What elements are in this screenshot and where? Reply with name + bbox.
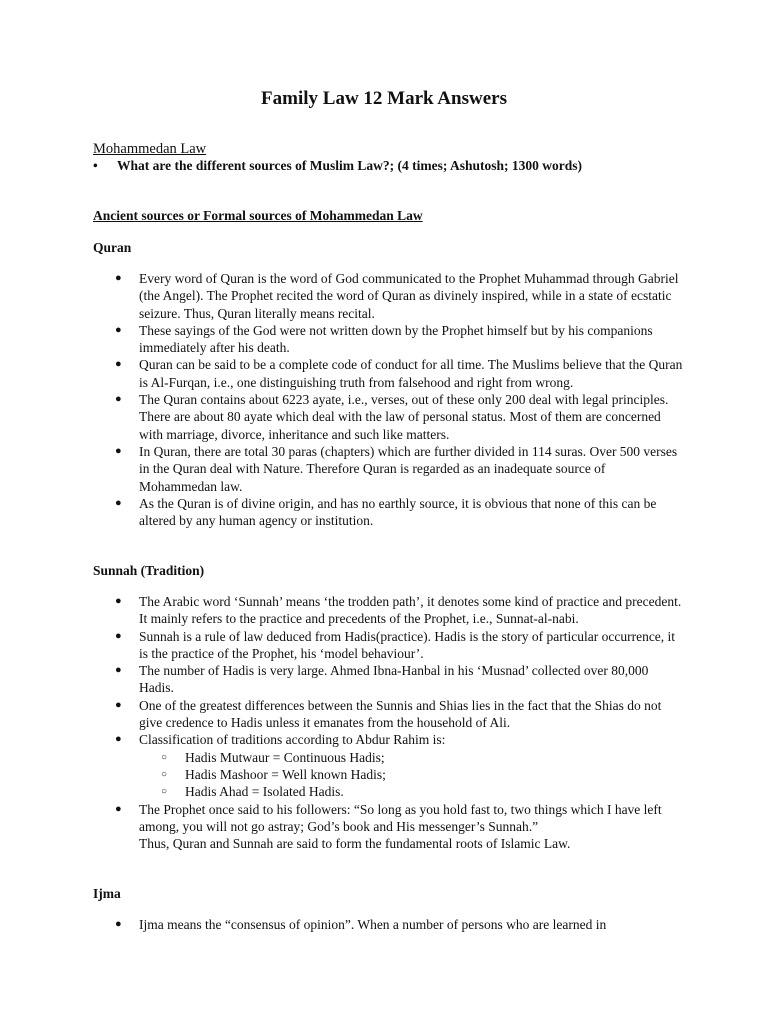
list-item: ● In Quran, there are total 30 paras (chapters) which are further divided in 114 suras. Over 500 verses in the Quran deal with Nature. Therefore Quran is regarded as an inadequate source of Mohammedan law. <box>115 443 678 494</box>
list-item: ● The Quran contains about 6223 ayate, i.e., verses, out of these only 200 deal with legal principles. There are about 80 ayate which deal with the law of personal status. Most of them are concerned with marriage, divorce, inheritance and such like matters. <box>115 392 669 442</box>
section-label: Mohammedan Law <box>93 141 207 157</box>
bullet-icon: ● <box>115 802 122 815</box>
list-item: ● One of the greatest differences between the Sunnis and Shias lies in the fact that the Shias do not give credence to Hadis unless it emanates from the household of Ali. <box>115 697 662 731</box>
list-item: ● Ijma means the “consensus of opinion”. When a number of persons who are learned in <box>115 917 607 932</box>
closing-line: Thus, Quran and Sunnah are said to form the fundamental roots of Islamic Law. <box>139 836 571 852</box>
heading-sunnah: Sunnah (Tradition) <box>93 563 205 578</box>
bullet-icon: ● <box>115 664 122 677</box>
bullet-icon: ● <box>115 698 122 711</box>
list-item: ● These sayings of the God were not written down by the Prophet himself but by his companions immediately after his death. <box>115 322 653 356</box>
heading-ijma: Ijma <box>93 886 121 901</box>
sub-list-item: ○ Hadis Mutwaur = Continuous Hadis; <box>161 749 385 765</box>
subheading: Ancient sources or Formal sources of Mohammedan Law <box>93 208 423 223</box>
bullet-icon: ● <box>115 444 122 457</box>
question-line <box>93 158 693 174</box>
list-item: ● Every word of Quran is the word of God communicated to the Prophet Muhammad through Gabriel (the Angel). The Prophet recited the word of Quran as divinely inspired, while in a state of ecstatic seizure. Thus, Quran literally means recital. <box>115 271 679 321</box>
list-item: ● Sunnah is a rule of law deduced from Hadis(practice). Hadis is the story of particular occurrence, it is the practice of the Prophet, his ‘model behaviour’. <box>115 628 676 661</box>
list-item: ● The number of Hadis is very large. Ahmed Ibna-Hanbal in his ‘Musnad’ collected over 80,000 Hadis. <box>115 663 649 696</box>
classification-sub-list <box>139 749 683 801</box>
list-item: ● Classification of traditions according to Abdur Rahim is: ○ Hadis Mutwaur = Continuous Hadis; ○ Hadis Mashoor = Well known Hadis; ○ Hadis Ahad = Isolated Hadis. <box>93 731 683 800</box>
bullet-icon: ● <box>115 496 122 509</box>
document-title: Family Law 12 Mark Answers <box>261 88 507 109</box>
circle-bullet-icon: ○ <box>161 786 168 798</box>
quran-bullet-list <box>93 270 683 529</box>
bullet-icon: ● <box>115 733 122 746</box>
circle-bullet-icon: ○ <box>161 768 168 780</box>
bullet-icon: ● <box>115 272 122 284</box>
sub-list-item: ○ Hadis Mashoor = Well known Hadis; <box>161 766 386 782</box>
bullet-icon: ● <box>115 595 122 607</box>
list-item: ● Quran can be said to be a complete code of conduct for all time. The Muslims believe that the Quran is Al-Furqan, i.e., one distinguishing truth from falsehood and right from wrong. <box>115 357 683 390</box>
bullet-icon: ● <box>115 323 122 336</box>
list-item: ● As the Quran is of divine origin, and has no earthly source, it is obvious that none of this can be altered by any human agency or institution. <box>115 495 657 529</box>
sub-list-item: ○ Hadis Ahad = Isolated Hadis. <box>161 784 344 800</box>
bullet-icon: ● <box>115 918 122 930</box>
heading-quran: Quran <box>93 240 132 255</box>
bullet-icon: ● <box>115 393 122 406</box>
bullet-icon: ● <box>115 358 122 371</box>
question-text: What are the different sources of Muslim Law?; (4 times; Ashutosh; 1300 words) <box>117 158 582 173</box>
list-item: ● The Arabic word ‘Sunnah’ means ‘the trodden path’, it denotes some kind of practice and precedent. It mainly refers to the practice and precedents of the Prophet, i.e., Sunnat-al-nabi. <box>115 594 682 627</box>
ijma-bullet-list <box>93 916 683 933</box>
circle-bullet-icon: ○ <box>161 751 168 763</box>
list-item: ● The Prophet once said to his followers: “So long as you hold fast to, two things which I have left among, you will not go astray; God’s book and His messenger’s Sunnah.” Thus, Quran and Sunnah are said to form the fundamental roots of Islamic Law. <box>93 801 683 853</box>
sunnah-bullet-list <box>93 593 683 852</box>
bullet-icon: • <box>93 158 98 173</box>
bullet-icon: ● <box>115 629 122 642</box>
